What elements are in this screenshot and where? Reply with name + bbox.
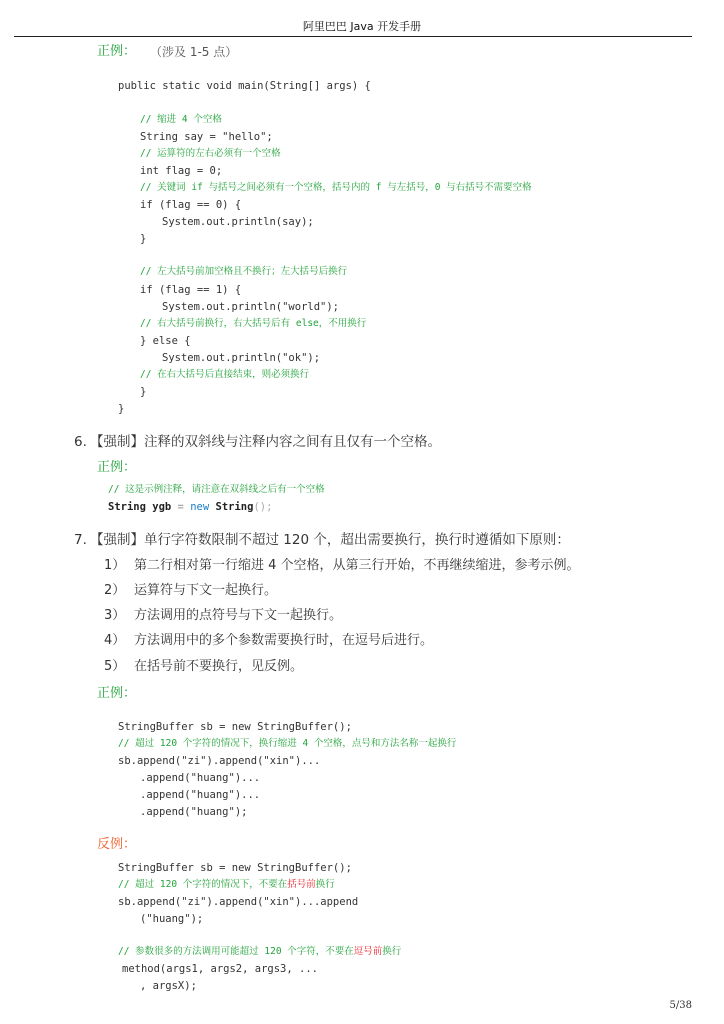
code-keyword: new [183, 501, 210, 513]
list-item-number: 2） [104, 583, 126, 598]
code-text: String [209, 501, 254, 513]
code-comment [118, 877, 335, 893]
counter-example-label: 反例： [97, 837, 137, 852]
code-line: .append("huang"); [140, 806, 248, 818]
code-line: StringBuffer sb = new StringBuffer(); [118, 721, 352, 733]
list-item: 运算符与下文一起换行。 [134, 583, 278, 598]
comment-text: // 参数很多的方法调用可能超过 120 个字符，不要在 [118, 946, 354, 957]
comment-highlight: 括号前 [287, 879, 316, 890]
code-comment: // 在右大括号后直接结束，则必须换行 [140, 369, 310, 380]
list-item-number: 5） [104, 659, 126, 674]
code-line: StringBuffer sb = new StringBuffer(); [118, 862, 352, 874]
code-line: String say = "hello"; [140, 131, 273, 143]
page-number: 5/38 [669, 1000, 692, 1011]
code-comment: // 左大括号前加空格且不换行；左大括号后换行 [140, 266, 348, 277]
header-divider [14, 36, 692, 37]
page-header-title: 阿里巴巴 Java 开发手册 [302, 20, 422, 33]
rule-number: 6. [74, 434, 87, 450]
list-item-number: 3） [104, 608, 126, 623]
code-comment: // 右大括号前换行，右大括号后有 else，不用换行 [140, 318, 367, 329]
code-line: } else { [140, 335, 191, 347]
list-item: 方法调用中的多个参数需要换行时，在逗号后进行。 [134, 633, 434, 648]
comment-highlight: 逗号前 [353, 946, 383, 957]
list-item: 在括号前不要换行，见反例。 [134, 659, 304, 674]
example-note: （涉及 1-5 点） [150, 45, 238, 59]
code-text: (); [253, 501, 273, 513]
code-comment: // 运算符的左右必须有一个空格 [140, 148, 281, 159]
list-item-number: 4） [104, 633, 126, 648]
code-line: int flag = 0; [140, 165, 223, 177]
code-line: sb.append("zi").append("xin")...append [118, 896, 359, 908]
code-comment: // 超过 120 个字符的情况下，换行缩进 4 个空格，点号和方法名称一起换行 [118, 738, 457, 749]
list-item: 第二行相对第一行缩进 4 个空格，从第三行开始，不再继续缩进，参考示例。 [134, 558, 580, 573]
code-line: if (flag == 1) { [140, 284, 242, 296]
code-comment: // 关键词 if 与括号之间必须有一个空格，括号内的 f 与左括号，0 与右括号不需要空格 [140, 182, 532, 193]
code-line: if (flag == 0) { [140, 199, 242, 211]
code-comment: // 缩进 4 个空格 [140, 114, 222, 125]
example-label: 正例： [97, 460, 137, 475]
example-label: 正例： [97, 44, 137, 59]
code-line: System.out.println("ok"); [162, 352, 321, 364]
code-line [108, 499, 272, 515]
code-line: .append("huang")... [140, 789, 261, 801]
code-line: ("huang"); [140, 913, 204, 925]
rule-text: 【强制】注释的双斜线与注释内容之间有且仅有一个空格。 [90, 434, 441, 450]
code-line: .append("huang")... [140, 772, 261, 784]
code-text: String ygb [108, 501, 178, 513]
code-line: public static void main(String[] args) { [118, 80, 371, 92]
comment-text: // 超过 120 个字符的情况下，不要在 [118, 879, 288, 890]
list-item: 方法调用的点符号与下文一起换行。 [134, 608, 343, 623]
code-line: , argsX); [140, 980, 197, 992]
code-line: } [140, 386, 147, 398]
code-comment [118, 944, 401, 960]
code-operator: = [177, 501, 184, 513]
list-item-number: 1） [104, 558, 126, 573]
code-line: System.out.println("world"); [162, 301, 340, 313]
comment-text: 换行 [315, 879, 335, 890]
rule-number: 7. [74, 532, 87, 548]
code-line: System.out.println(say); [162, 216, 314, 228]
code-line: } [118, 403, 125, 415]
example-label: 正例： [97, 686, 137, 701]
code-line: sb.append("zi").append("xin")... [118, 755, 321, 767]
comment-text: 换行 [382, 946, 402, 957]
rule-text: 【强制】单行字符数限制不超过 120 个，超出需要换行，换行时遵循如下原则： [90, 532, 570, 548]
code-comment: // 这是示例注释，请注意在双斜线之后有一个空格 [108, 484, 325, 495]
code-line: method(args1, args2, args3, ... [122, 963, 318, 975]
code-line: } [140, 233, 147, 245]
